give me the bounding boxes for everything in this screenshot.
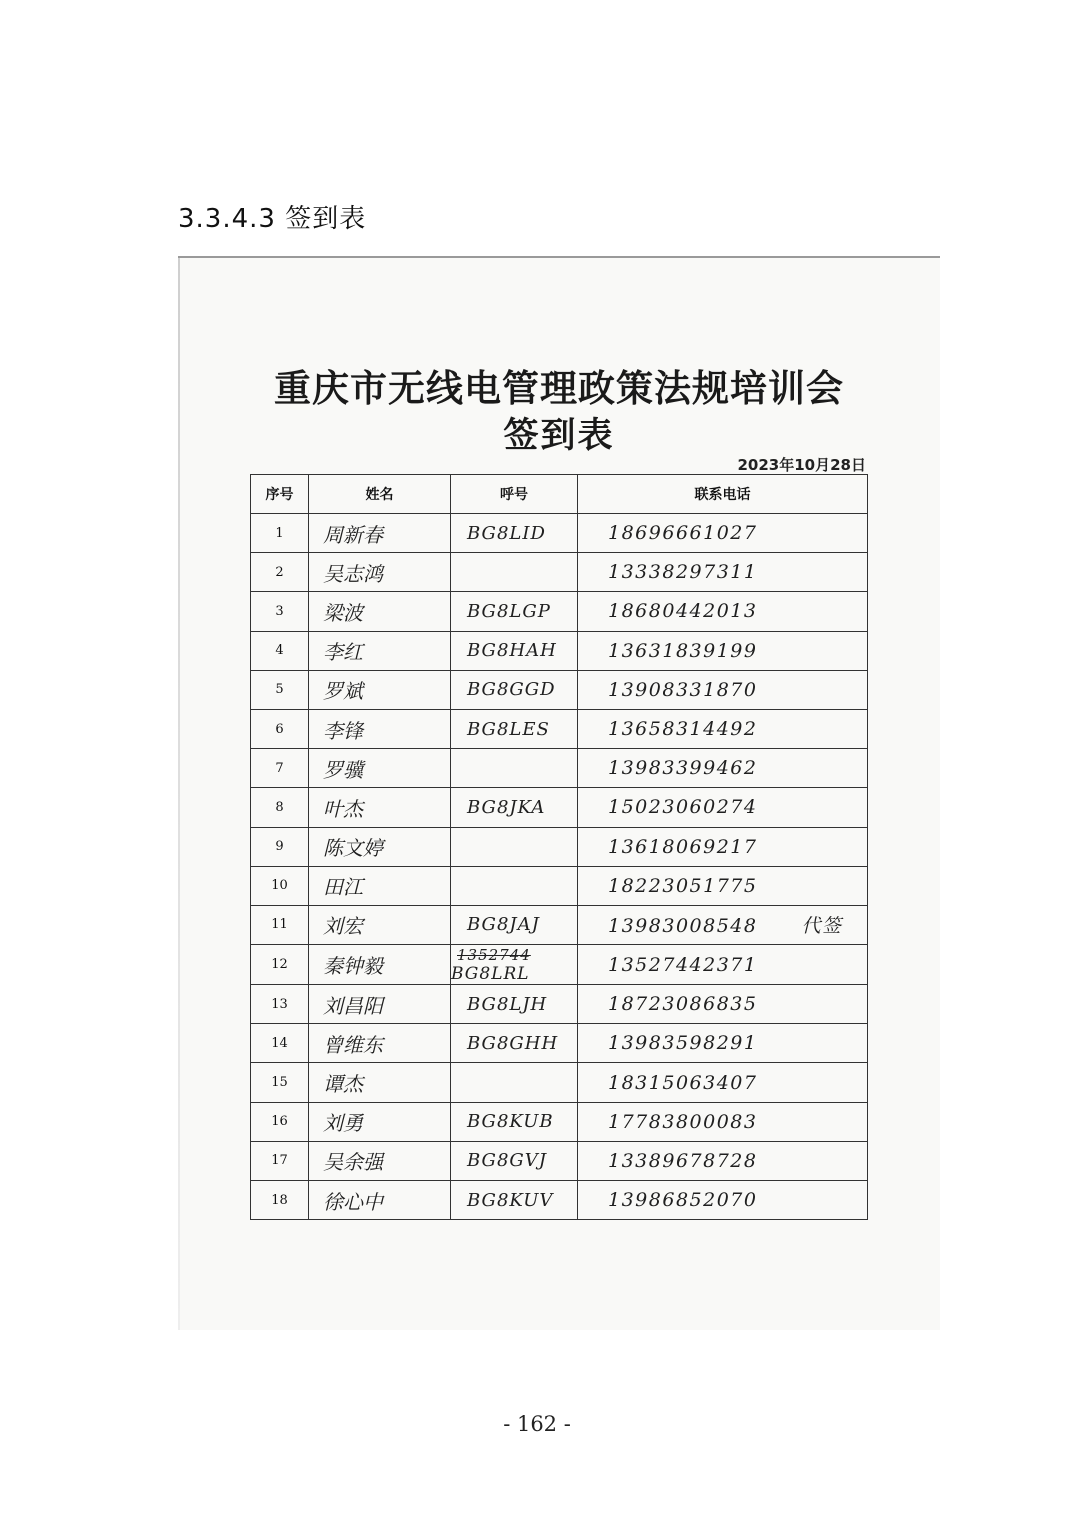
callsign-cell <box>451 1063 578 1102</box>
phone-number-cell <box>578 1181 868 1220</box>
row-number: 9 <box>275 839 284 855</box>
column-header-no: 序号 <box>251 475 309 514</box>
phone-number: 13983008548 <box>608 915 758 938</box>
callsign-cell <box>451 514 578 553</box>
signature-name: 李锋 <box>323 718 363 743</box>
phone-number: 18680442013 <box>608 600 758 623</box>
signature-name: 吴余强 <box>323 1150 383 1175</box>
row-number: 13 <box>271 996 288 1012</box>
row-number: 5 <box>275 682 284 698</box>
signature-name-cell <box>309 592 451 631</box>
phone-number-cell <box>578 709 868 748</box>
row-number-cell <box>251 592 309 631</box>
struck-out-text: 1352744 <box>457 946 531 965</box>
signature-name: 李红 <box>323 640 363 665</box>
row-number: 17 <box>271 1153 288 1169</box>
table-row <box>251 749 868 788</box>
table-row <box>251 553 868 592</box>
callsign-cell <box>451 1141 578 1180</box>
phone-number: 13527442371 <box>608 953 758 976</box>
callsign: BG8LJH <box>467 993 548 1015</box>
callsign: BG8HAH <box>467 640 557 662</box>
phone-number: 13618069217 <box>608 835 758 858</box>
callsign: BG8JAJ <box>467 914 540 936</box>
phone-number: 13338297311 <box>608 561 758 584</box>
signature-name: 罗骥 <box>323 757 363 782</box>
signature-name-cell <box>309 709 451 748</box>
table-row <box>251 788 868 827</box>
phone-number-cell <box>578 1102 868 1141</box>
callsign: BG8LES <box>467 718 550 740</box>
row-number-cell <box>251 985 309 1024</box>
phone-number-cell <box>578 866 868 905</box>
row-number: 2 <box>275 564 284 580</box>
table-body <box>251 514 868 1220</box>
signature-name: 梁波 <box>323 600 363 625</box>
row-number-cell <box>251 631 309 670</box>
signature-name-cell <box>309 1024 451 1063</box>
phone-number-cell <box>578 749 868 788</box>
table-row <box>251 514 868 553</box>
page-number: - 162 - <box>503 1412 571 1436</box>
phone-number-cell <box>578 1024 868 1063</box>
row-number-cell <box>251 827 309 866</box>
row-number: 1 <box>275 525 284 541</box>
phone-number-cell <box>578 985 868 1024</box>
row-number: 3 <box>275 603 284 619</box>
signature-name-cell <box>309 905 451 944</box>
callsign-cell <box>451 827 578 866</box>
callsign: BG8GHH <box>467 1032 559 1054</box>
section-heading: 3.3.4.3 签到表 <box>178 204 367 234</box>
proxy-sign-note: 代签 <box>801 915 843 938</box>
row-number-cell <box>251 553 309 592</box>
callsign-cell <box>451 592 578 631</box>
signature-name-cell <box>309 945 451 985</box>
row-number-cell <box>251 788 309 827</box>
table-row <box>251 945 868 985</box>
signature-name: 陈文婷 <box>323 836 383 861</box>
signature-name-cell <box>309 553 451 592</box>
signature-name: 徐心中 <box>323 1189 383 1214</box>
signature-name: 田江 <box>323 875 363 900</box>
signature-name-cell <box>309 788 451 827</box>
row-number: 11 <box>271 917 288 933</box>
column-header-phone: 联系电话 <box>578 475 868 514</box>
phone-number-cell <box>578 670 868 709</box>
phone-number: 13908331870 <box>608 678 758 701</box>
row-number-cell <box>251 709 309 748</box>
row-number: 8 <box>275 799 284 815</box>
phone-number-cell <box>578 592 868 631</box>
table-row <box>251 905 868 944</box>
signature-name-cell <box>309 670 451 709</box>
signature-name-cell <box>309 1102 451 1141</box>
signature-name-cell <box>309 985 451 1024</box>
row-number: 7 <box>275 760 284 776</box>
signature-name: 秦钟毅 <box>323 954 383 979</box>
callsign-cell <box>451 945 578 985</box>
signature-name: 罗斌 <box>323 679 363 704</box>
signature-name-cell <box>309 1141 451 1180</box>
callsign-cell <box>451 709 578 748</box>
row-number-cell <box>251 866 309 905</box>
phone-number-cell <box>578 631 868 670</box>
phone-number: 13631839199 <box>608 639 758 662</box>
table-row <box>251 1102 868 1141</box>
signature-name: 刘勇 <box>323 1111 363 1136</box>
phone-number: 17783800083 <box>608 1110 758 1133</box>
phone-number: 15023060274 <box>608 796 758 819</box>
row-number-cell <box>251 1063 309 1102</box>
phone-number: 13658314492 <box>608 718 758 741</box>
column-header-name: 姓名 <box>309 475 451 514</box>
row-number-cell <box>251 1102 309 1141</box>
phone-number-cell <box>578 553 868 592</box>
signature-name: 叶杰 <box>323 796 363 821</box>
signature-name-cell <box>309 827 451 866</box>
phone-number: 13389678728 <box>608 1149 758 1172</box>
row-number: 6 <box>275 721 284 737</box>
signature-name-cell <box>309 1063 451 1102</box>
callsign-cell <box>451 788 578 827</box>
document-date: 2023年10月28日 <box>737 456 866 474</box>
phone-number-cell <box>578 514 868 553</box>
phone-number: 18223051775 <box>608 874 758 897</box>
row-number-cell <box>251 1181 309 1220</box>
callsign: BG8JKA <box>467 796 546 818</box>
signature-name-cell <box>309 514 451 553</box>
signature-name-cell <box>309 749 451 788</box>
phone-number: 13983399462 <box>608 757 758 780</box>
table-row <box>251 985 868 1024</box>
phone-number: 18723086835 <box>608 993 758 1016</box>
signature-name-cell <box>309 1181 451 1220</box>
signature-name: 刘昌阳 <box>323 993 383 1018</box>
callsign-cell <box>451 631 578 670</box>
callsign: BG8GVJ <box>467 1150 547 1172</box>
phone-number-cell <box>578 788 868 827</box>
phone-number: 13983598291 <box>608 1032 758 1055</box>
signature-name: 曾维东 <box>323 1032 383 1057</box>
table-row <box>251 827 868 866</box>
callsign-cell <box>451 905 578 944</box>
row-number-cell <box>251 1024 309 1063</box>
row-number-cell <box>251 514 309 553</box>
callsign: BG8LID <box>467 522 546 544</box>
phone-number-cell <box>578 1141 868 1180</box>
callsign-cell <box>451 553 578 592</box>
row-number: 4 <box>275 643 284 659</box>
row-number: 15 <box>271 1075 288 1091</box>
table-row <box>251 866 868 905</box>
row-number: 12 <box>271 957 288 973</box>
signature-name-cell <box>309 631 451 670</box>
signature-name: 谭杰 <box>323 1072 363 1097</box>
signature-name: 周新春 <box>323 522 383 547</box>
phone-number-cell <box>578 905 868 944</box>
callsign-cell <box>451 866 578 905</box>
row-number-cell <box>251 670 309 709</box>
row-number: 18 <box>271 1192 288 1208</box>
phone-number: 18315063407 <box>608 1071 758 1094</box>
signature-name: 刘宏 <box>323 914 363 939</box>
table-row <box>251 1063 868 1102</box>
callsign: BG8GGD <box>467 679 556 701</box>
signature-name-cell <box>309 866 451 905</box>
column-header-callsign: 呼号 <box>451 475 578 514</box>
scanned-sign-in-sheet <box>178 256 940 1330</box>
document-subtitle: 签到表 <box>503 416 615 456</box>
callsign-cell <box>451 1024 578 1063</box>
document-title: 重庆市无线电管理政策法规培训会 <box>274 367 844 410</box>
phone-number: 13986852070 <box>608 1189 758 1212</box>
row-number-cell <box>251 905 309 944</box>
callsign-cell <box>451 1181 578 1220</box>
callsign: BG8KUV <box>467 1189 554 1211</box>
phone-number-cell <box>578 827 868 866</box>
row-number-cell <box>251 1141 309 1180</box>
callsign-cell <box>451 1102 578 1141</box>
table-row <box>251 1024 868 1063</box>
sign-in-table <box>250 474 868 1220</box>
row-number-cell <box>251 945 309 985</box>
callsign: BG8LGP <box>467 600 551 622</box>
row-number: 10 <box>271 878 288 894</box>
table-row <box>251 1181 868 1220</box>
table-row <box>251 709 868 748</box>
table-row <box>251 592 868 631</box>
phone-number: 18696661027 <box>608 522 758 545</box>
phone-number-cell <box>578 945 868 985</box>
row-number: 14 <box>271 1035 288 1051</box>
table-row <box>251 670 868 709</box>
table-header-row <box>251 475 868 514</box>
table-row <box>251 631 868 670</box>
signature-name: 吴志鸿 <box>323 561 383 586</box>
callsign-cell <box>451 670 578 709</box>
callsign: BG8LRL <box>451 964 530 985</box>
row-number-cell <box>251 749 309 788</box>
row-number: 16 <box>271 1114 288 1130</box>
callsign-cell <box>451 749 578 788</box>
table-row <box>251 1141 868 1180</box>
phone-number-cell <box>578 1063 868 1102</box>
callsign-cell <box>451 985 578 1024</box>
callsign: BG8KUB <box>467 1111 554 1133</box>
